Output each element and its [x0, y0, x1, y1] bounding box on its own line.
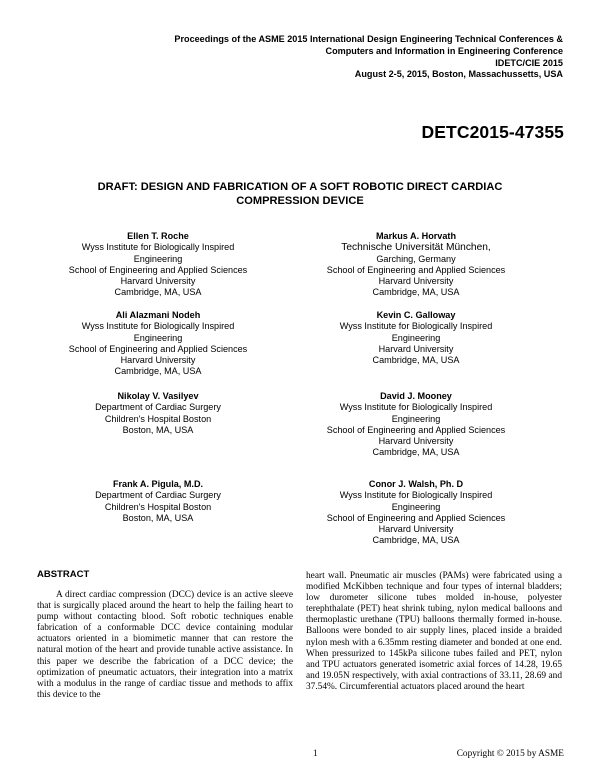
affiliation-line: Technische Universität München,	[341, 242, 491, 254]
affiliation-line: Department of Cardiac Surgery	[95, 402, 221, 413]
author-name: Kevin C. Galloway	[376, 310, 456, 320]
affiliation-line: Cambridge, MA, USA	[372, 287, 460, 298]
affiliation-line: Engineering	[391, 501, 441, 512]
affiliation-line: Engineering	[391, 413, 441, 424]
author-name: Conor J. Walsh, Ph. D	[368, 479, 464, 489]
affiliation-line: Department of Cardiac Surgery	[95, 490, 221, 501]
page-number: 1	[313, 749, 318, 759]
affiliation-line: School of Engineering and Applied Sciences	[326, 424, 506, 435]
affiliation-line: Wyss Institute for Biologically Inspired	[339, 321, 493, 332]
author-block	[48, 310, 268, 378]
affiliation-line: Engineering	[391, 332, 441, 343]
author-block	[48, 391, 268, 436]
affiliation-line: School of Engineering and Applied Sciences	[326, 512, 506, 523]
author-name: Frank A. Pigula, M.D.	[112, 479, 204, 489]
abstract-heading: ABSTRACT	[37, 569, 90, 580]
proceedings-header	[174, 34, 563, 81]
affiliation-line: Harvard University	[378, 436, 454, 447]
affiliation-line: Harvard University	[378, 276, 454, 287]
affiliation-line: Wyss Institute for Biologically Inspired	[81, 321, 235, 332]
paper-id: DETC2015-47355	[421, 122, 564, 142]
affiliation-line: School of Engineering and Applied Sciences	[326, 264, 506, 275]
affiliation-line: Engineering	[133, 332, 183, 343]
author-name: Nikolay V. Vasilyev	[117, 391, 199, 401]
affiliation-line: Engineering	[133, 253, 183, 264]
affiliation-line: School of Engineering and Applied Sciences	[68, 343, 248, 354]
author-name: Ali Alazmani Nodeh	[115, 310, 201, 320]
affiliation-line: Wyss Institute for Biologically Inspired	[339, 490, 493, 501]
affiliation-line: Cambridge, MA, USA	[372, 535, 460, 546]
affiliation-line: Garching, Germany	[376, 253, 456, 264]
author-name: Markus A. Horvath	[375, 231, 456, 241]
affiliation-line: Cambridge, MA, USA	[372, 355, 460, 366]
author-block	[48, 479, 268, 524]
affiliation-line: School of Engineering and Applied Sciences	[68, 264, 248, 275]
affiliation-line: Cambridge, MA, USA	[114, 287, 202, 298]
paper-title	[0, 181, 600, 208]
affiliation-line: Harvard University	[120, 276, 196, 287]
abstract-column-right	[306, 571, 562, 693]
author-block	[48, 231, 268, 299]
author-name: Ellen T. Roche	[127, 231, 189, 241]
affiliation-line: Harvard University	[120, 355, 196, 366]
affiliation-line: Children's Hospital Boston	[104, 413, 212, 424]
affiliation-line: Wyss Institute for Biologically Inspired	[81, 242, 235, 253]
affiliation-line: Wyss Institute for Biologically Inspired	[339, 402, 493, 413]
author-block	[300, 479, 532, 547]
author-name: David J. Mooney	[380, 391, 452, 401]
affiliation-line: Boston, MA, USA	[122, 424, 194, 435]
abstract-column-left	[37, 590, 293, 701]
author-block	[300, 391, 532, 459]
affiliation-line: Boston, MA, USA	[122, 512, 194, 523]
title-line: DRAFT: DESIGN AND FABRICATION OF A SOFT ROBOTIC DIRECT CARDIAC	[97, 181, 503, 193]
abstract-paragraph: heart wall. Pneumatic air muscles (PAMs) were fabricated using a modified McKibben technique and four types of internal bladders; low durometer silicone tubes molded in-house, polyester terephthalate (PET) heat shrink tubing, nylon medical balloons and thermoplastic urethane (TPU) balloons thermally formed in-house. Balloons were bonded to air supply lines, placed inside a braided nylon mesh with a 6.35mm resting diameter and bonded at one end. When pressurized to 145kPa silicone tubes failed and PET, nylon and TPU actuators generated isometric axial forces of 14.28, 19.65 and 19.05N respectively, with axial contractions of 33.11, 28.69 and 37.54%. Circumferential actuators placed around the heart	[306, 571, 562, 692]
affiliation-line: Cambridge, MA, USA	[114, 366, 202, 377]
affiliation-line: Harvard University	[378, 343, 454, 354]
header-line: IDETC/CIE 2015	[495, 57, 563, 68]
abstract-paragraph: A direct cardiac compression (DCC) device is an active sleeve that is surgically placed around the heart to help the failing heart to pump without contacting blood. Soft robotic techniques enable fabrication of a conformable DCC device containing modular actuators oriented in a biomimetic manner that can restore the natural motion of the heart and provide tunable active assistance. In this paper we describe the fabrication of a DCC device; the optimization of pneumatic actuators, their integration into a matrix with a modulus in the range of cardiac tissue and methods to affix this device to the	[37, 590, 293, 700]
header-line: Computers and Information in Engineering Conference	[325, 45, 563, 56]
header-line: Proceedings of the ASME 2015 International Design Engineering Technical Conferences &	[174, 34, 563, 44]
author-block	[300, 310, 532, 366]
author-block	[300, 231, 532, 299]
copyright-notice: Copyright © 2015 by ASME	[456, 749, 564, 759]
affiliation-line: Children's Hospital Boston	[104, 501, 212, 512]
header-line: August 2-5, 2015, Boston, Massachussetts, USA	[354, 69, 563, 80]
title-line: COMPRESSION DEVICE	[236, 194, 364, 207]
affiliation-line: Harvard University	[378, 524, 454, 535]
affiliation-line: Cambridge, MA, USA	[372, 447, 460, 458]
